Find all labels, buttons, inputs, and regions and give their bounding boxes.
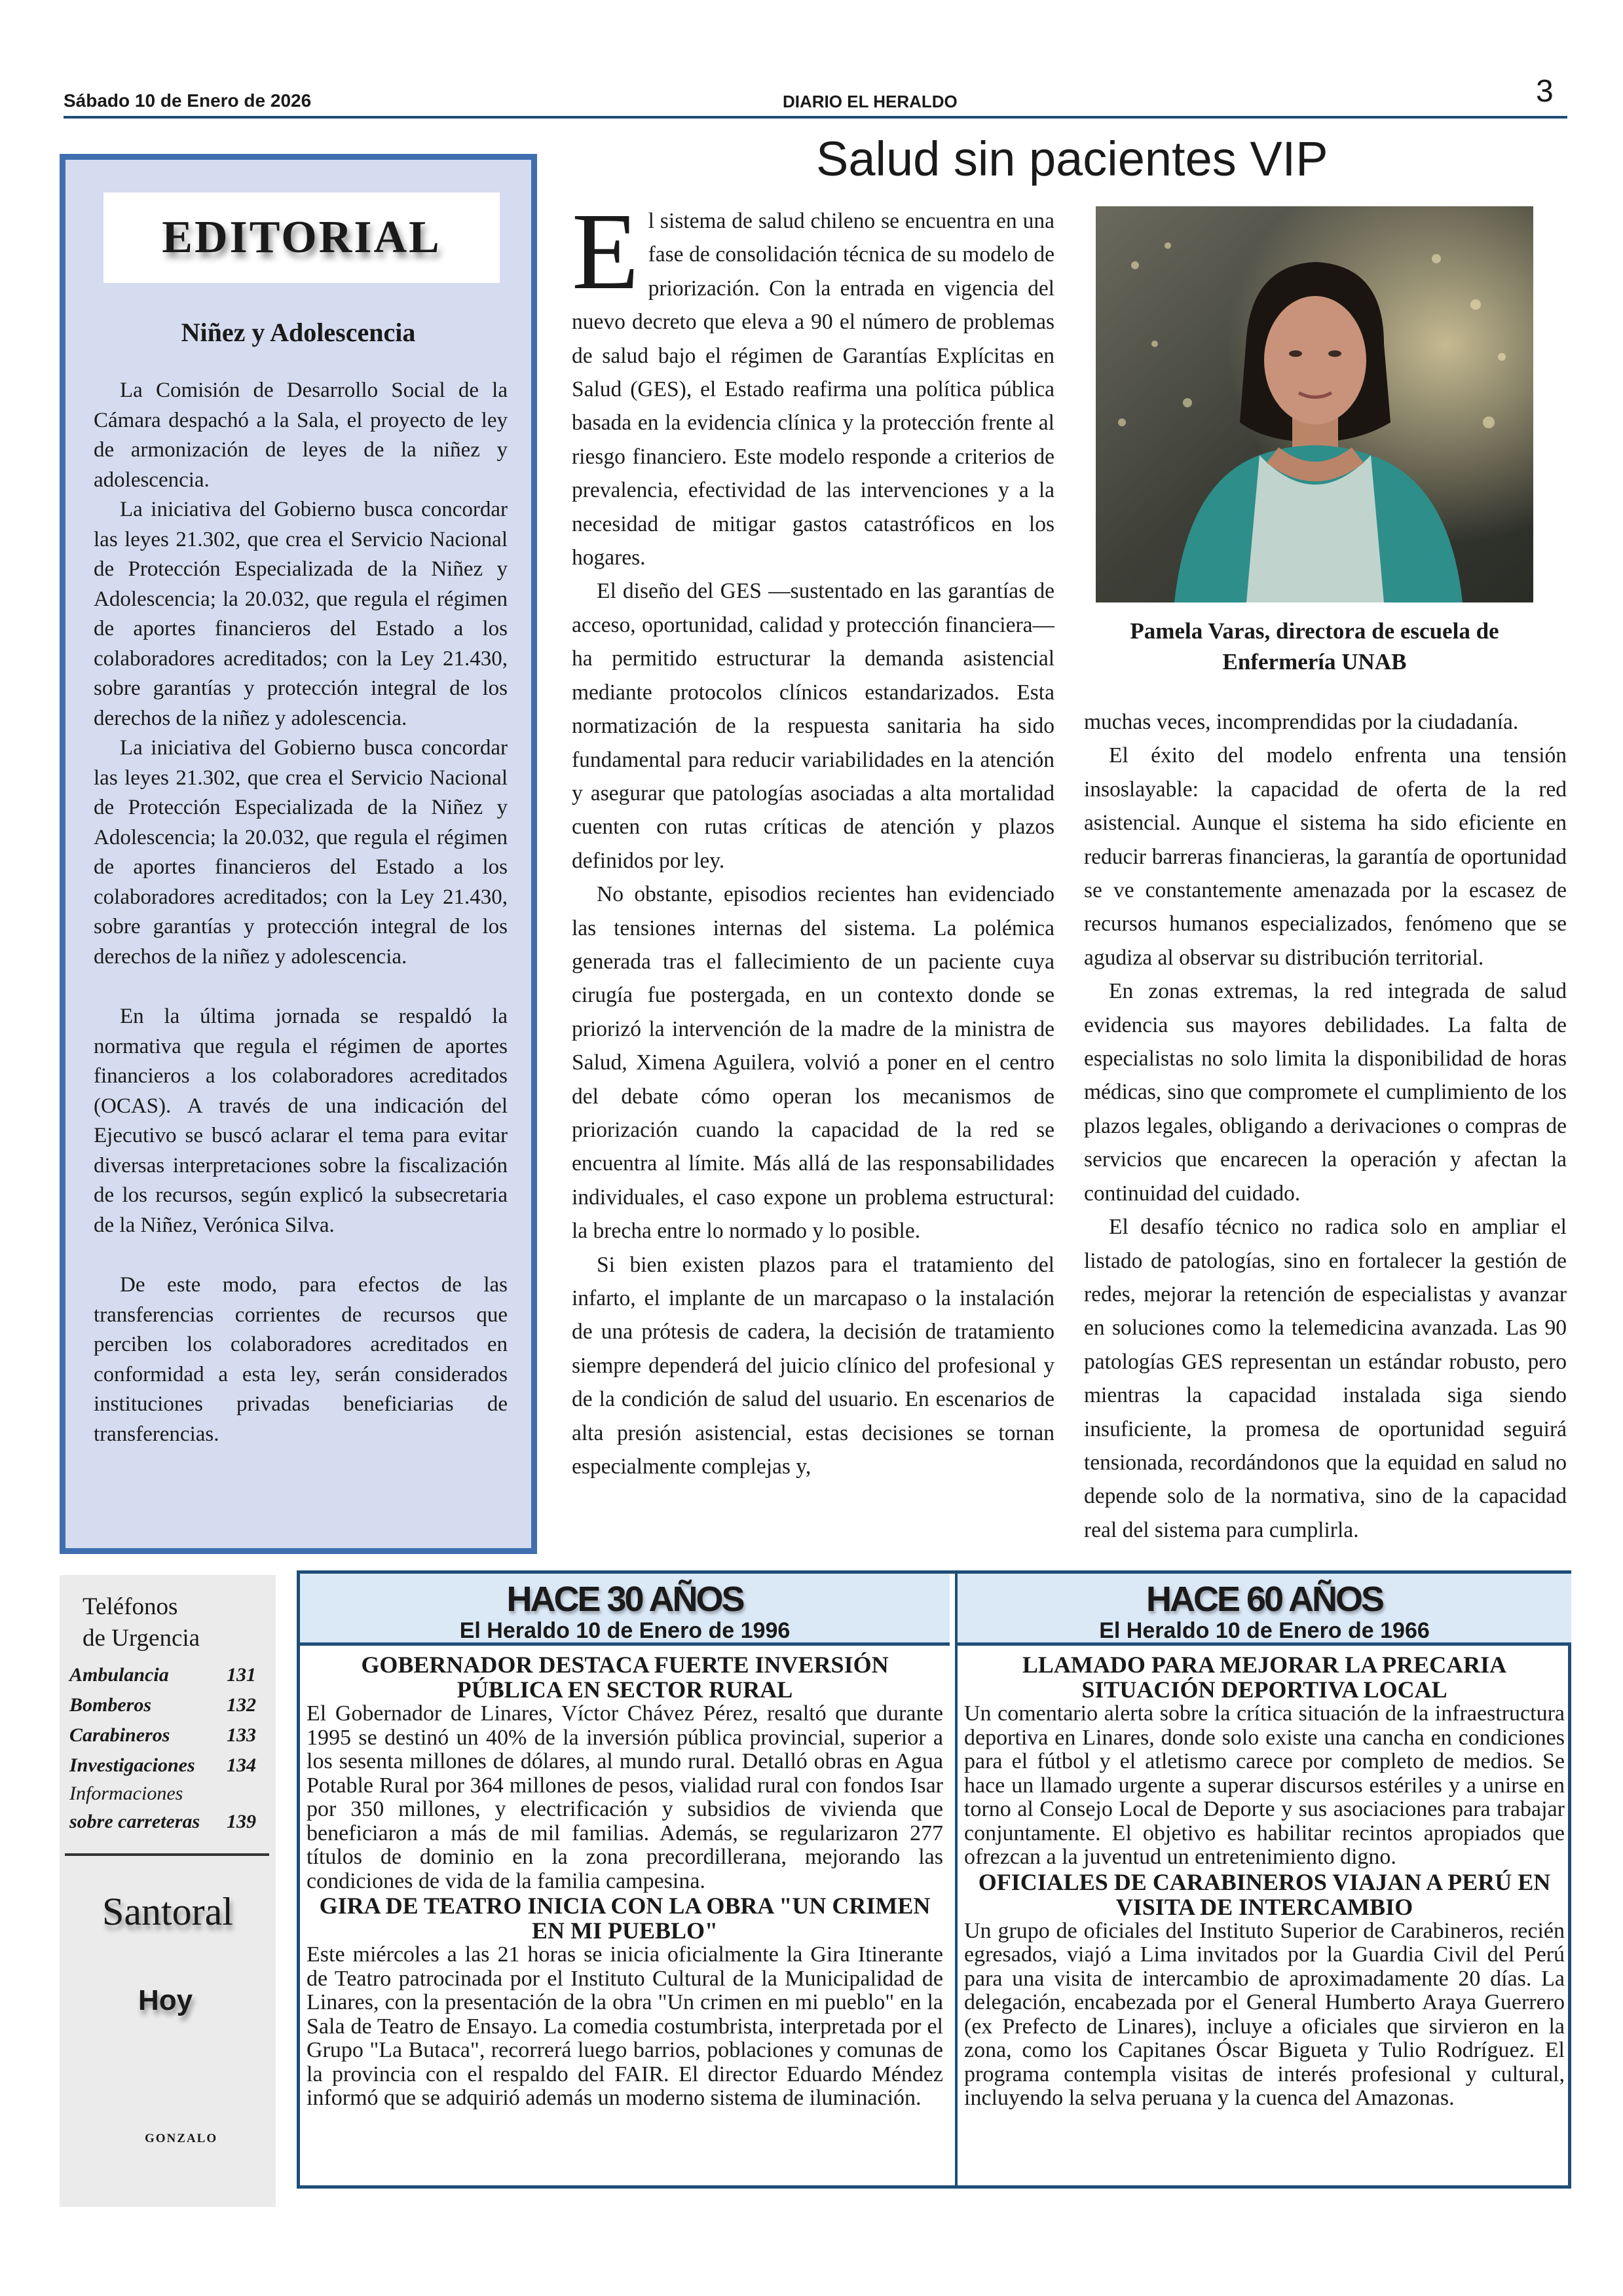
hace-60-banner xyxy=(958,1574,1571,1646)
header-rule xyxy=(64,116,1567,119)
phones-title xyxy=(83,1591,200,1654)
newspaper-name: DIARIO EL HERALDO xyxy=(783,92,958,111)
article-paragraph: El desafío técnico no radica solo en ampliar el listado de patologías, sino en fortalecer la gestión de redes, mejorar la retención de especialistas y avanzar en soluciones como la telemedicina avanzada. Las 90 patologías GES representan un estándar robusto, pero mientras la capacidad instalada siga siendo insuficiente, la promesa de oportunidad seguirá tensionada, recordándonos que la equidad en salud no depende solo de la normativa, sino de la capacidad real del sistema para cumplirla. xyxy=(1084,1215,1567,1542)
phone-number: 133 xyxy=(227,1724,256,1746)
phone-number: 132 xyxy=(227,1694,256,1716)
hace-30-headline: GIRA DE TEATRO INICIA CON LA OBRA "UN CRIMEN EN MI PUEBLO" xyxy=(319,1893,931,1944)
phone-label: Carabineros xyxy=(69,1724,170,1746)
article-column-2 xyxy=(1084,705,1567,1547)
hace-30-story: Este miércoles a las 21 horas se inicia oficialmente la Gira Itinerante de Teatro patrocinada por el Instituto Cultural de la Municipalidad de Linares, con la presentación de la obra "Un crimen en mi pueblo" en la Sala de Teatro de Ensayo. La comedia costumbrista, interpretada por el Grupo "La Butaca", recorrerá luego barrios, poblaciones y comunas de la provincia con el respaldo del FAIR. El director Eduardo Méndez informó que se adquirió además un moderno sistema de iluminación. xyxy=(307,1942,943,2110)
hace-60-column xyxy=(958,1574,1571,2185)
phone-number: 134 xyxy=(227,1754,256,1776)
article-paragraph: muchas veces, incomprendidas por la ciudadanía. xyxy=(1084,710,1519,734)
phone-label: Investigaciones xyxy=(69,1754,195,1776)
hace-30-body xyxy=(307,1652,943,2111)
phone-info-label: Informaciones xyxy=(69,1783,183,1804)
photo-caption: Pamela Varas, directora de escuela de Enfermería UNAB xyxy=(1130,618,1499,675)
hace-60-date: El Heraldo 10 de Enero de 1966 xyxy=(1099,1618,1430,1643)
santoral-credit: GONZALO xyxy=(145,2132,218,2145)
editorial-box xyxy=(60,154,537,1554)
editorial-paragraph: De este modo, para efectos de las transferencias corrientes de recursos que perciben los colaboradores acreditados en conformidad a esta ley, serán considerados instituciones privadas beneficiarias de transferencias. xyxy=(94,1273,508,1446)
phone-label: Bomberos xyxy=(69,1694,152,1716)
hace-60-title: HACE 60 AÑOS xyxy=(1146,1580,1383,1619)
editorial-subtitle: Niñez y Adolescencia xyxy=(181,318,416,347)
santoral-title: Santoral xyxy=(102,1890,233,1933)
phone-number: 139 xyxy=(227,1811,256,1832)
article-paragraph xyxy=(572,191,1054,574)
hace-30-banner xyxy=(300,1574,950,1646)
hace-30-column xyxy=(300,1574,950,2185)
article-paragraph: No obstante, episodios recientes han evidenciado las tensiones internas del sistema. La polémica generada tras el fallecimiento de un paciente cuya cirugía fue postergada, en un contexto donde se priorizó la intervención de la madre de la ministra de Salud, Ximena Aguilera, volvió a poner en el centro del debate cómo operan los mecanismos de priorización cuando la capacidad de la red se encuentra al límite. Más allá de las responsabilidades individuales, el caso expone un problema estructural: la brecha entre lo normado y lo posible. xyxy=(572,882,1054,1244)
article-column-1 xyxy=(572,191,1054,1483)
article-paragraph: Si bien existen plazos para el tratamiento del infarto, el implante de un marcapaso o la instalación de una prótesis de cadera, la decisión de tratamiento siempre dependerá del juicio clínico del profesional y de la condición de salud del usuario. En escenarios de alta presión asistencial, estas decisiones se tornan especialmente complejas y, xyxy=(572,1252,1054,1479)
phones-divider xyxy=(65,1853,269,1856)
page-number: 3 xyxy=(1536,74,1554,109)
article-paragraph: En zonas extremas, la red integrada de salud evidencia sus mayores debilidades. La falta de especialistas no solo limita la disponibilidad de horas médicas, sino que compromete el cumplimiento de los plazos legales, obligando a derivaciones o compras de servicios que encarecen la operación y afectan la continuidad del cuidado. xyxy=(1084,979,1567,1206)
phones-list xyxy=(69,1660,266,1837)
header-date: Sábado 10 de Enero de 2026 xyxy=(64,90,312,111)
editorial-paragraph: La Comisión de Desarrollo Social de la Cámara despachó a la Sala, el proyecto de ley de armonización de leyes de la niñez y adolescencia. xyxy=(94,379,508,492)
editorial-paragraph: La iniciativa del Gobierno busca concordar las leyes 21.302, que crea el Servicio Nacional de Protección Especializada de la Niñez y Adolescencia; la 20.032, que regula el régimen de aportes financieros del Estado a los colaboradores acreditados; con la Ley 21.430, sobre garantías y protección integral de los derechos de la niñez y adolescencia. xyxy=(94,736,508,969)
hace-30-headline: GOBERNADOR DESTACA FUERTE INVERSIÓN PÚBLICA EN SECTOR RURAL xyxy=(361,1652,889,1703)
phone-label: sobre carreteras xyxy=(69,1811,200,1832)
hace-30-date: El Heraldo 10 de Enero de 1996 xyxy=(459,1618,791,1643)
editorial-paragraph: En la última jornada se respaldó la normativa que regula el régimen de aportes financieros a los colaboradores acreditados (OCAS). A través de una indicación del Ejecutivo se buscó aclarar el tema para evitar diversas interpretaciones sobre la fiscalización de los recursos, según explicó la subsecretaria de la Niñez, Verónica Silva. xyxy=(94,1005,508,1237)
hace-30-story: El Gobernador de Linares, Víctor Chávez Pérez, resaltó que durante 1995 se destinó un 40% de la inversión pública provincial, superior a los sesenta millones de dólares, al mundo rural. Detalló obras en Agua Potable Rural por 364 millones de pesos, vialidad rural con fondos Isar por 350 millones, y electrificación y subsidios de vivienda que beneficiaron a más de mil familias. Además, se regularizaron 277 títulos de dominio en la zona precordillerana, mejorando las condiciones de vida de la familia campesina. xyxy=(307,1701,943,1893)
phone-row xyxy=(69,1660,266,1690)
phone-row xyxy=(69,1690,266,1720)
phone-row xyxy=(69,1807,266,1837)
phone-number: 131 xyxy=(227,1664,256,1686)
editorial-heading: EDITORIAL xyxy=(103,193,500,283)
phone-row xyxy=(69,1750,266,1781)
article-paragraph: El éxito del modelo enfrenta una tensión insoslayable: la capacidad de oferta de la red asistencial. Aunque el sistema ha sido eficiente en reducir barreras financieras, la garantía de oportunidad se ve constantemente amenazada por la escasez de recursos humanos especializados, fenómeno que se agudiza al observar su distribución territorial. xyxy=(1084,743,1567,970)
article-paragraph: El diseño del GES —sustentado en las garantías de acceso, oportunidad, calidad y protección financiera— ha permitido estructurar la demanda asistencial mediante protocolos clínicos estandarizados. Esta normatización de la respuesta sanitaria ha sido fundamental para reducir variabilidades en la atención y asegurar que patologías asociadas a alta mortalidad cuenten con rutas críticas de atención y plazos definidos por ley. xyxy=(572,579,1054,873)
article-title: Salud sin pacientes VIP xyxy=(816,132,1328,186)
article-dropcap: E xyxy=(572,191,639,312)
portrait-illustration xyxy=(1096,206,1533,602)
portrait-photo xyxy=(1096,206,1533,602)
hace-30-title: HACE 30 AÑOS xyxy=(506,1580,743,1619)
phones-title-line: Teléfonos xyxy=(83,1593,178,1620)
hace-60-story: Un comentario alerta sobre la crítica situación de la infraestructura deportiva en Linares, donde solo existe una cancha en condiciones para el fútbol y el atletismo carece por completo de medios. Se hace un llamado urgente a superar discursos estériles y a unirse en torno al Consejo Local de Deporte y sus asociaciones para trabajar conjuntamente. El objetivo es habilitar recintos apropiados que ofrezcan a la juventud un entretenimiento digno. xyxy=(964,1701,1565,1869)
hace-60-body xyxy=(964,1652,1565,2111)
hace-60-headline: LLAMADO PARA MEJORAR LA PRECARIA SITUACIÓN DEPORTIVA LOCAL xyxy=(1022,1652,1507,1703)
phone-label: Ambulancia xyxy=(69,1664,169,1686)
editorial-body xyxy=(94,376,508,1449)
hace-60-headline: OFICIALES DE CARABINEROS VIAJAN A PERÚ EN VISITA DE INTERCAMBIO xyxy=(978,1868,1551,1920)
hace-60-story: Un grupo de oficiales del Instituto Superior de Carabineros, recién egresados, viajó a Lima invitados por la Guardia Civil del Perú para una visita de intercambio de aproximadamente 20 días. La delegación, encabezada por el General Humberto Araya Guerrero (ex Prefecto de Linares), incluye a oficiales que sirvieron en la zona, como los Capitanes Óscar Bigueta y Tulio Rodríguez. El programa contempla visitas de interés profesional y cultural, incluyendo la selva peruana y la cuenca del Amazonas. xyxy=(964,1918,1565,2110)
emergency-phones-panel xyxy=(60,1575,276,2207)
editorial-paragraph: La iniciativa del Gobierno busca concordar las leyes 21.302, que crea el Servicio Nacional de Protección Especializada de la Niñez y Adolescencia; la 20.032, que regula el régimen de aportes financieros del Estado a los colaboradores acreditados; con la Ley 21.430, sobre garantías y protección integral de los derechos de la niñez y adolescencia. xyxy=(94,498,508,730)
santoral-today: Hoy xyxy=(138,1984,193,2016)
phone-row xyxy=(69,1720,266,1750)
article-first-text: l sistema de salud chileno se encuentra en una fase de consolidación técnica de su modelo de priorización. Con la entrada en vigencia del nuevo decreto que eleva a 90 el número de problemas de salud bajo el régimen de Garantías Explícitas en Salud (GES), el Estado reafirma una política pública basada en la evidencia clínica y la protección frente al riesgo financiero. Este modelo responde a criterios de prevalencia, efectividad de las intervenciones y a la necesidad de mitigar gastos catastróficos en los hogares. xyxy=(572,209,1054,570)
history-section xyxy=(297,1570,1571,2189)
phones-title-line: de Urgencia xyxy=(83,1625,200,1652)
